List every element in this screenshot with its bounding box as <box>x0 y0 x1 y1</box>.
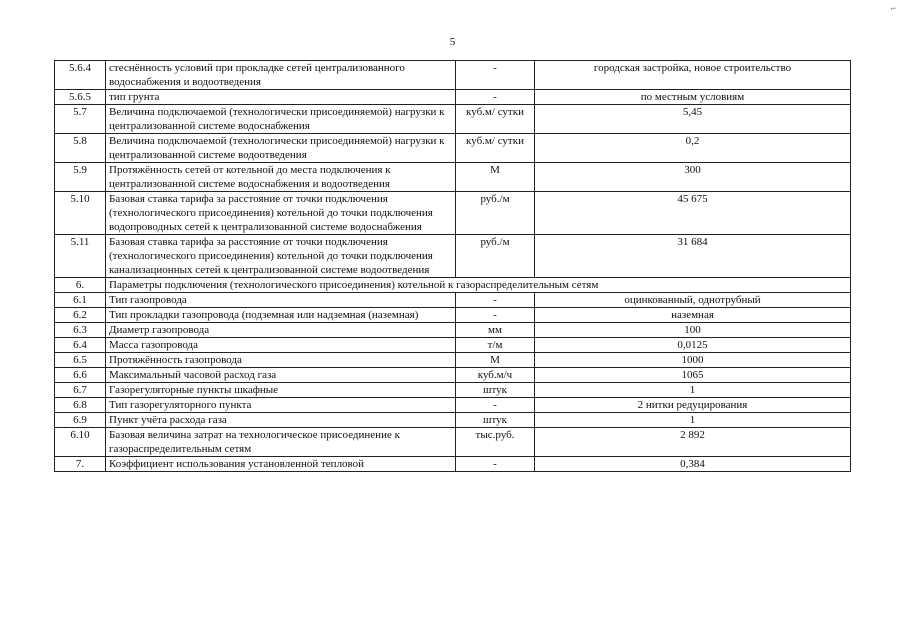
row-number-cell: 5.6.5 <box>55 90 106 105</box>
table-row <box>55 413 851 428</box>
row-number-cell: 5.9 <box>55 163 106 192</box>
value-cell: 1065 <box>535 368 851 383</box>
row-number-cell: 6.5 <box>55 353 106 368</box>
unit-cell: т/м <box>456 338 535 353</box>
row-number-cell: 5.8 <box>55 134 106 163</box>
unit-cell: - <box>456 61 535 90</box>
unit-cell: штук <box>456 383 535 398</box>
table-row <box>55 90 851 105</box>
unit-cell: куб.м/ сутки <box>456 105 535 134</box>
parameters-table <box>54 60 851 472</box>
row-number-cell: 5.7 <box>55 105 106 134</box>
value-cell: 1 <box>535 413 851 428</box>
unit-cell: мм <box>456 323 535 338</box>
row-number-cell: 6. <box>55 278 106 293</box>
table-row <box>55 353 851 368</box>
description-cell: Базовая ставка тарифа за расстояние от точки подключения (технологического присоединения) котельной до точки подключения водопроводных сетей к централизованной системе водоснабжения <box>106 192 456 235</box>
table-row <box>55 105 851 134</box>
value-cell: 2 нитки редуцирования <box>535 398 851 413</box>
unit-cell: - <box>456 457 535 472</box>
description-cell: Масса газопровода <box>106 338 456 353</box>
description-cell: Протяжённость газопровода <box>106 353 456 368</box>
table-row <box>55 323 851 338</box>
table-row <box>55 61 851 90</box>
value-cell: 0,0125 <box>535 338 851 353</box>
value-cell: по местным условиям <box>535 90 851 105</box>
value-cell: 45 675 <box>535 192 851 235</box>
description-cell: стеснённость условий при прокладке сетей централизованного водоснабжения и водоотведения <box>106 61 456 90</box>
row-number-cell: 6.2 <box>55 308 106 323</box>
description-cell: тип грунта <box>106 90 456 105</box>
value-cell: 100 <box>535 323 851 338</box>
row-number-cell: 6.3 <box>55 323 106 338</box>
description-cell: Коэффициент использования установленной тепловой <box>106 457 456 472</box>
table-row <box>55 293 851 308</box>
row-number-cell: 6.1 <box>55 293 106 308</box>
table-row <box>55 457 851 472</box>
description-cell: Величина подключаемой (технологически присоединяемой) нагрузки к централизованной системе водоснабжения <box>106 105 456 134</box>
description-cell: Базовая величина затрат на технологическое присоединение к газораспределительным сетям <box>106 428 456 457</box>
description-cell: Газорегуляторные пункты шкафные <box>106 383 456 398</box>
table-row <box>55 163 851 192</box>
table-body <box>55 61 851 472</box>
section-heading-cell: Параметры подключения (технологического присоединения) котельной к газораспределительным сетям <box>106 278 851 293</box>
value-cell: оцинкованный, однотрубный <box>535 293 851 308</box>
description-cell: Пункт учёта расхода газа <box>106 413 456 428</box>
table-row <box>55 338 851 353</box>
value-cell: городская застройка, новое строительство <box>535 61 851 90</box>
unit-cell: штук <box>456 413 535 428</box>
table-row <box>55 308 851 323</box>
value-cell: наземная <box>535 308 851 323</box>
unit-cell: - <box>456 293 535 308</box>
row-number-cell: 6.10 <box>55 428 106 457</box>
value-cell: 5,45 <box>535 105 851 134</box>
unit-cell: - <box>456 398 535 413</box>
unit-cell: тыс.руб. <box>456 428 535 457</box>
description-cell: Диаметр газопровода <box>106 323 456 338</box>
table-row <box>55 383 851 398</box>
unit-cell: - <box>456 308 535 323</box>
unit-cell: руб./м <box>456 192 535 235</box>
description-cell: Максимальный часовой расход газа <box>106 368 456 383</box>
value-cell: 1 <box>535 383 851 398</box>
value-cell: 1000 <box>535 353 851 368</box>
description-cell: Тип прокладки газопровода (подземная или надземная (наземная) <box>106 308 456 323</box>
row-number-cell: 5.11 <box>55 235 106 278</box>
value-cell: 300 <box>535 163 851 192</box>
table-row <box>55 368 851 383</box>
table-row <box>55 398 851 413</box>
row-number-cell: 5.10 <box>55 192 106 235</box>
table-row <box>55 428 851 457</box>
table-row <box>55 278 851 293</box>
unit-cell: М <box>456 353 535 368</box>
unit-cell: куб.м/ч <box>456 368 535 383</box>
value-cell: 2 892 <box>535 428 851 457</box>
unit-cell: руб./м <box>456 235 535 278</box>
value-cell: 0,2 <box>535 134 851 163</box>
corner-mark: ⌐ <box>891 3 897 13</box>
row-number-cell: 6.9 <box>55 413 106 428</box>
table-row <box>55 235 851 278</box>
description-cell: Базовая ставка тарифа за расстояние от точки подключения (технологического присоединения) котельной до точки подключения канализационных сетей к централизованной системе водоотведения <box>106 235 456 278</box>
table-row <box>55 134 851 163</box>
unit-cell: куб.м/ сутки <box>456 134 535 163</box>
unit-cell: М <box>456 163 535 192</box>
description-cell: Тип газорегуляторного пункта <box>106 398 456 413</box>
row-number-cell: 6.4 <box>55 338 106 353</box>
description-cell: Тип газопровода <box>106 293 456 308</box>
row-number-cell: 6.8 <box>55 398 106 413</box>
value-cell: 31 684 <box>535 235 851 278</box>
row-number-cell: 7. <box>55 457 106 472</box>
description-cell: Протяжённость сетей от котельной до места подключения к централизованной системе водоснабжения и водоотведения <box>106 163 456 192</box>
table-row <box>55 192 851 235</box>
row-number-cell: 6.6 <box>55 368 106 383</box>
description-cell: Величина подключаемой (технологически присоединяемой) нагрузки к централизованной системе водоотведения <box>106 134 456 163</box>
unit-cell: - <box>456 90 535 105</box>
page-number: 5 <box>449 36 456 48</box>
row-number-cell: 5.6.4 <box>55 61 106 90</box>
value-cell: 0,384 <box>535 457 851 472</box>
row-number-cell: 6.7 <box>55 383 106 398</box>
